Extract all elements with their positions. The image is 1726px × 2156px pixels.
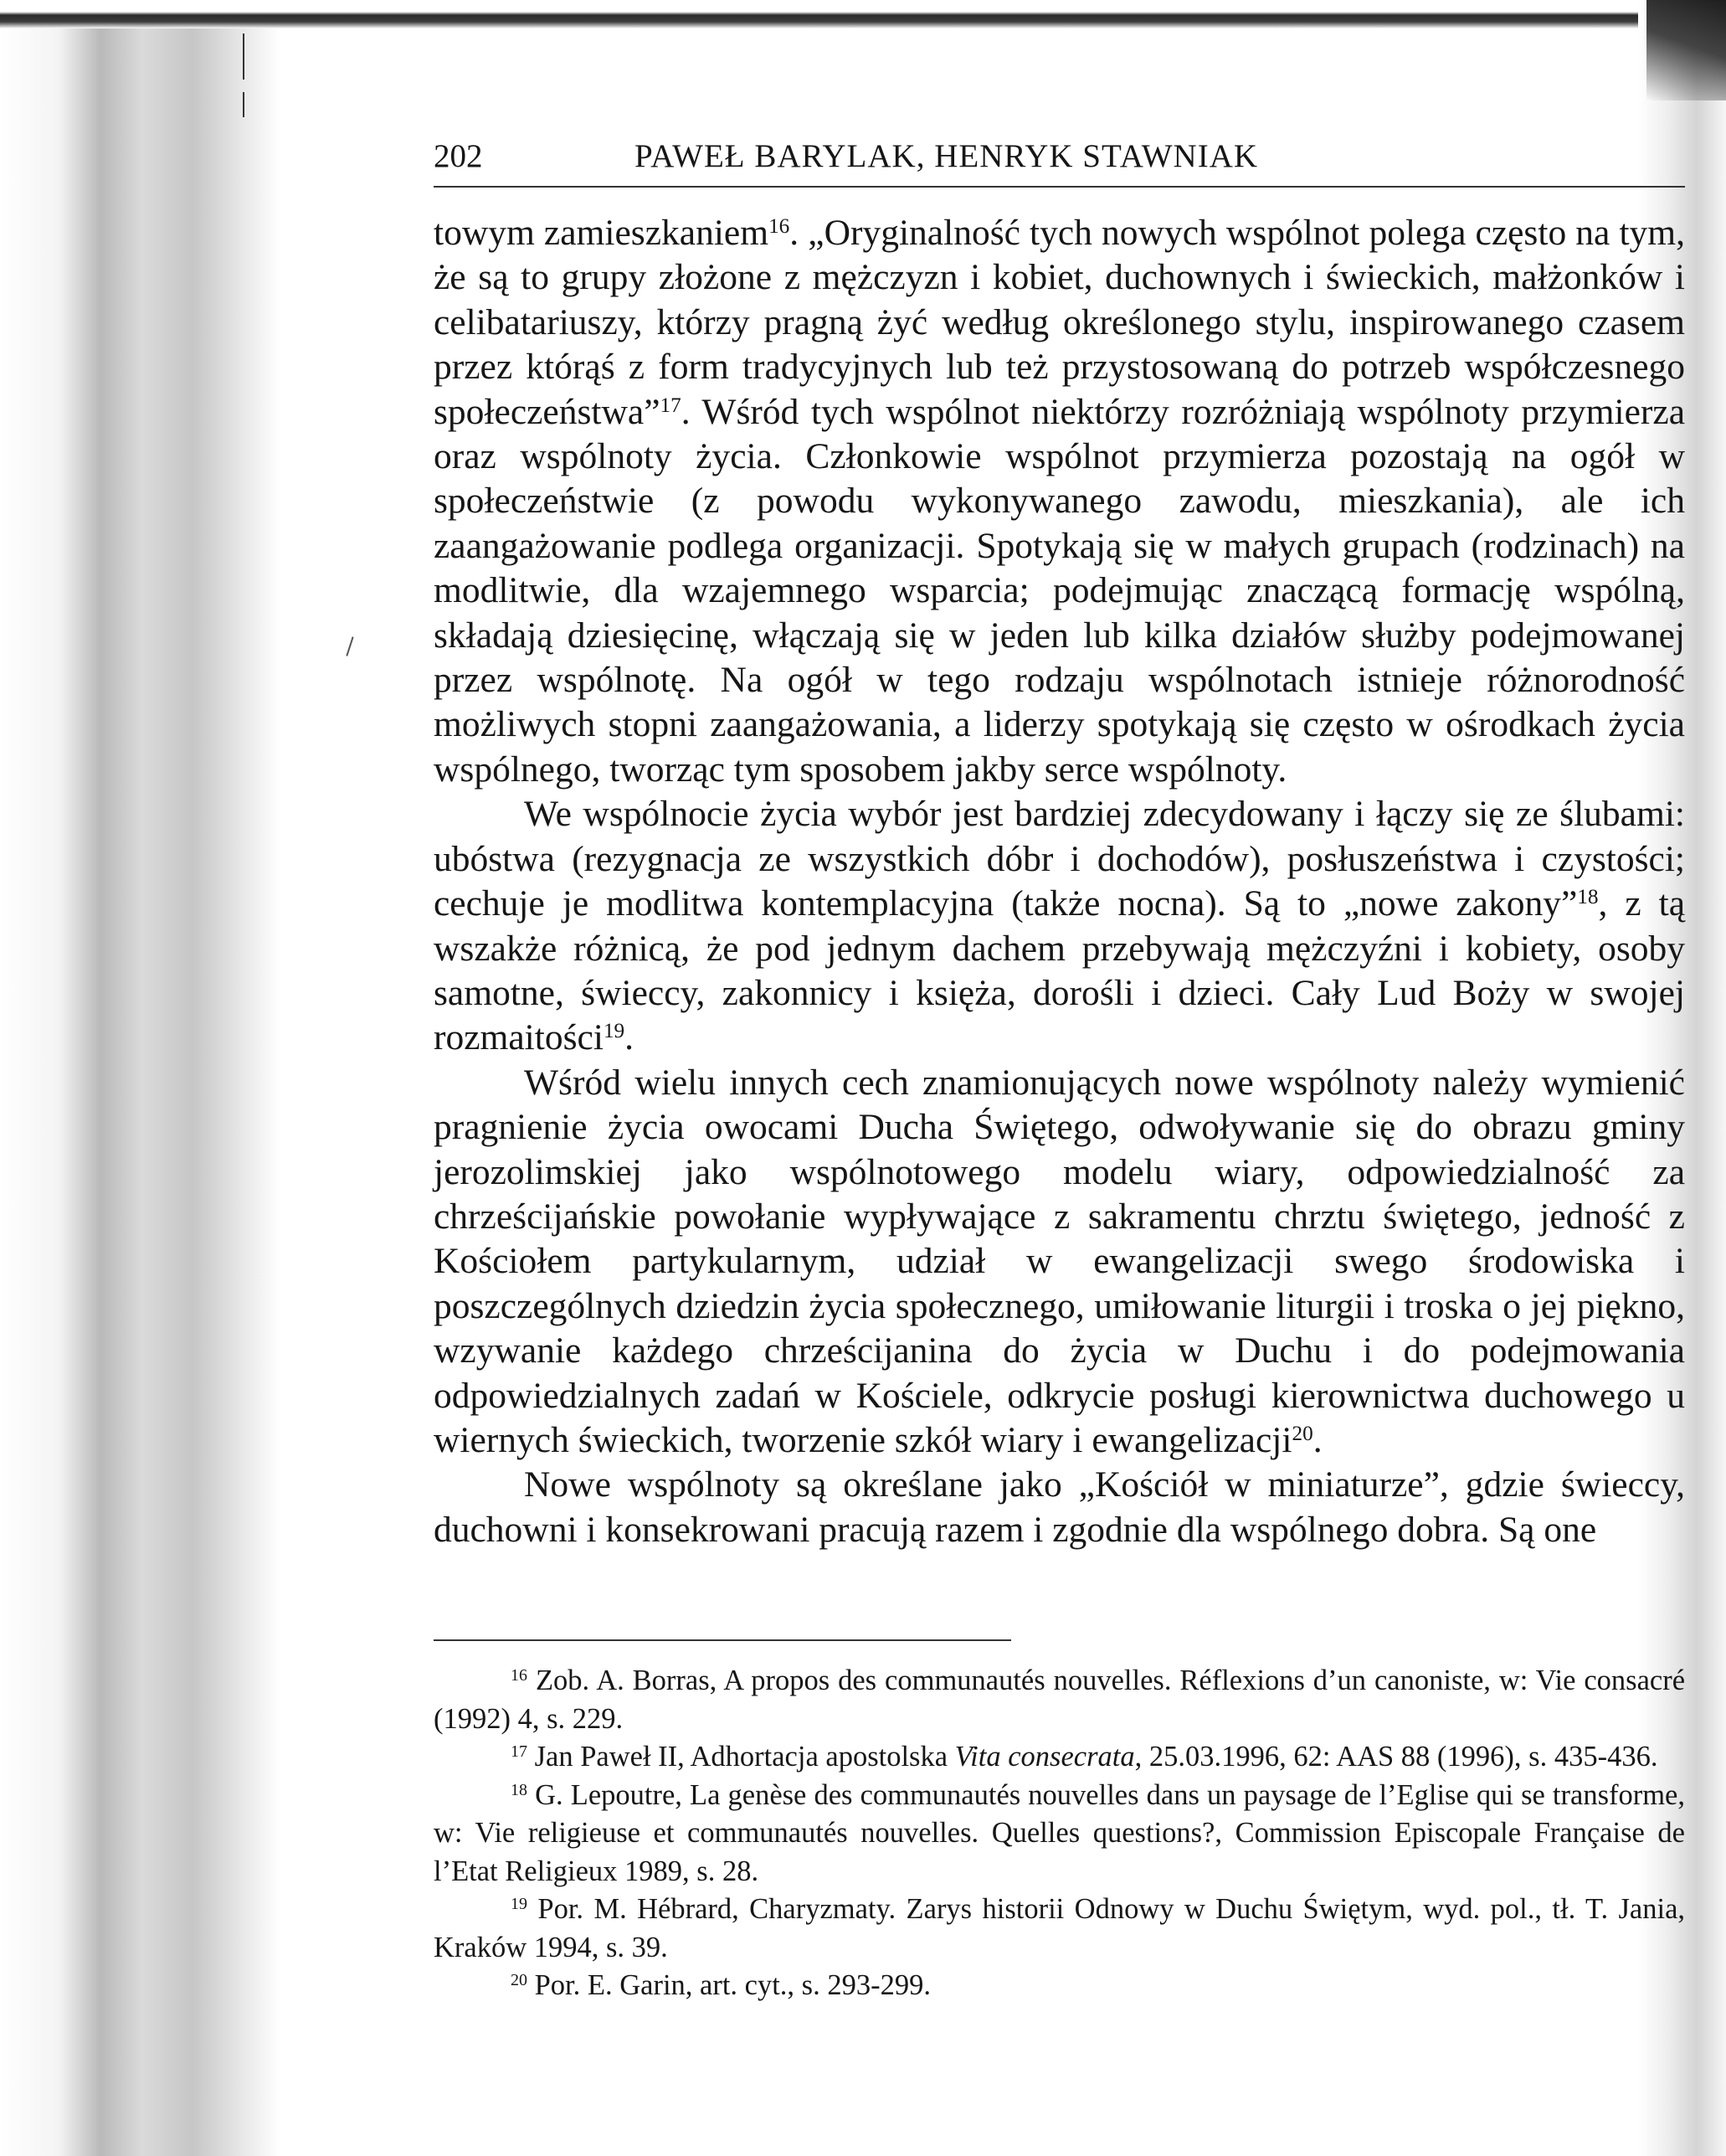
paragraph-2 — [434, 792, 1685, 1060]
page-header — [434, 132, 1685, 179]
footnote-text: , 25.03.1996, 62: AAS 88 (1996), s. 435-436. — [1134, 1741, 1658, 1773]
footnote-text: Zob. A. Borras, A propos des communautés nouvelles. Réflexions d’un canoniste, w: Vie consacré (1992) 4, s. 229. — [434, 1665, 1686, 1735]
footnote-text: G. Lepoutre, La genèse des communautés nouvelles dans un paysage de l’Eglise qui se transforme, w: Vie religieuse et communautés nouvelles. Quelles questions?, Commission Episcopale Française de l’Etat Religieux 1989, s. 28. — [434, 1778, 1685, 1887]
page-gutter-shadow — [0, 0, 280, 2156]
binder-mark — [243, 92, 244, 117]
footnote-title-italic: Vita consecrata — [954, 1741, 1135, 1773]
footnote-ref-20: 20 — [1292, 1423, 1313, 1446]
paragraph-text: . — [624, 1017, 634, 1058]
footnote-number: 16 — [511, 1666, 527, 1685]
paragraph-text: . „Oryginalność tych nowych wspólnot polega często na tym, że są to grupy złożone z mężczyzn i kobiet, duchownych i świeckich, małżonków i celibatariuszy, którzy pragną żyć według określonego stylu, inspirowanego czasem przez którąś z form tradycyjnych lub też przystosowaną do potrzeb współczesnego społeczeństwa” — [434, 213, 1686, 432]
scan-top-edge — [0, 0, 1674, 28]
footnote-19 — [434, 1891, 1685, 1967]
body-text — [434, 211, 1685, 1552]
footnote-text: Por. E. Garin, art. cyt., s. 293-299. — [534, 1969, 931, 2001]
paragraph-text: Wśród wielu innych cech znamionujących nowe wspólnoty należy wymienić pragnienie życia owocami Ducha Świętego, odwoływanie się do obrazu gminy jerozolimskiej jako wspólnotowego modelu wiary, odpowiedzialność za chrześcijańskie powołanie wypływające z sakramentu chrztu świętego, jedność z Kościołem partykularnym, udział w ewangelizacji swego środowiska i poszczególnych dziedzin życia społecznego, umiłowanie liturgii i troska o jej piękno, wzywanie każdego chrześcijanina do życia w Duchu i do podejmowania odpowiedzialnych zadań w Kościele, odkrycie posługi kierownictwa duchowego u wiernych świeckich, tworzenie szkół wiary i ewangelizacji — [434, 1062, 1685, 1460]
paragraph-text: . Wśród tych wspólnot niektórzy rozróżniają wspólnoty przymierza oraz wspólnoty życia. Członkowie wspólnot przymierza pozostają na ogół w społeczeństwie (z powodu wykonywanego zawodu, mieszkania), ale ich zaangażowanie podlega organizacji. Spotykają się w małych grupach (rodzinach) na modlitwie, dla wzajemnego wsparcia; podejmując znaczącą formację wspólną, składają dziesięcinę, włączają się w jeden lub kilka działów służby podejmowanej przez wspólnotę. Na ogół w tego rodzaju wspólnotach istnieje różnorodność możliwych stopni zaangażowania, a liderzy spotykają się często w ośrodkach życia wspólnego, tworząc tym sposobem jakby serce wspólnoty. — [434, 391, 1685, 790]
paragraph-1 — [434, 211, 1685, 792]
paragraph-text: . — [1312, 1419, 1323, 1460]
footnote-number: 19 — [511, 1895, 527, 1913]
paragraph-4 — [434, 1463, 1685, 1552]
footnote-number: 20 — [511, 1971, 527, 1989]
footnotes — [434, 1662, 1685, 2005]
footnote-ref-18: 18 — [1577, 886, 1599, 909]
footnote-number: 17 — [511, 1742, 527, 1761]
footnote-16 — [434, 1662, 1685, 1738]
footnote-ref-16: 16 — [768, 215, 790, 239]
header-rule — [434, 186, 1685, 188]
footnote-18 — [434, 1777, 1685, 1891]
binder-mark — [243, 33, 244, 80]
footnote-number: 18 — [511, 1780, 527, 1799]
footnote-text: Por. M. Hébrard, Charyzmaty. Zarys historii Odnowy w Duchu Świętym, wyd. pol., tł. T. Jania, Kraków 1994, s. 39. — [434, 1893, 1686, 1963]
paragraph-text: Nowe wspólnoty są określane jako „Kościół w miniaturze”, gdzie świeccy, duchowni i konsekrowani pracują razem i zgodnie dla wspólnego dobra. Są one — [434, 1464, 1685, 1550]
footnote-separator — [434, 1639, 1011, 1641]
footnote-ref-19: 19 — [603, 1020, 625, 1043]
footnote-ref-17: 17 — [660, 394, 681, 417]
footnote-17 — [434, 1738, 1685, 1777]
paragraph-3 — [434, 1061, 1685, 1464]
running-head: PAWEŁ BARYLAK, HENRYK STAWNIAK — [634, 137, 1259, 174]
stray-mark — [346, 636, 353, 656]
paragraph-text: , z tą wszakże różnicą, że pod jednym dachem przebywają mężczyźni i kobiety, osoby samotne, świeccy, zakonnicy i księża, dorośli i dzieci. Cały Lud Boży w swojej rozmaitości — [434, 883, 1686, 1058]
footnote-text: Jan Paweł II, Adhortacja apostolska — [534, 1741, 955, 1773]
paragraph-text: We wspólnocie życia wybór jest bardziej zdecydowany i łączy się ze ślubami: ubóstwa (rezygnacja ze wszystkich dóbr i dochodów), posłuszeństwa i czystości; cechuje je modlitwa kontemplacyjna (także nocna). Są to „nowe zakony” — [434, 794, 1685, 924]
footnote-20 — [434, 1967, 1685, 2005]
page-number: 202 — [434, 137, 483, 174]
paragraph-text: towym zamieszkaniem — [434, 213, 769, 253]
page-corner-shadow — [1646, 0, 1726, 100]
